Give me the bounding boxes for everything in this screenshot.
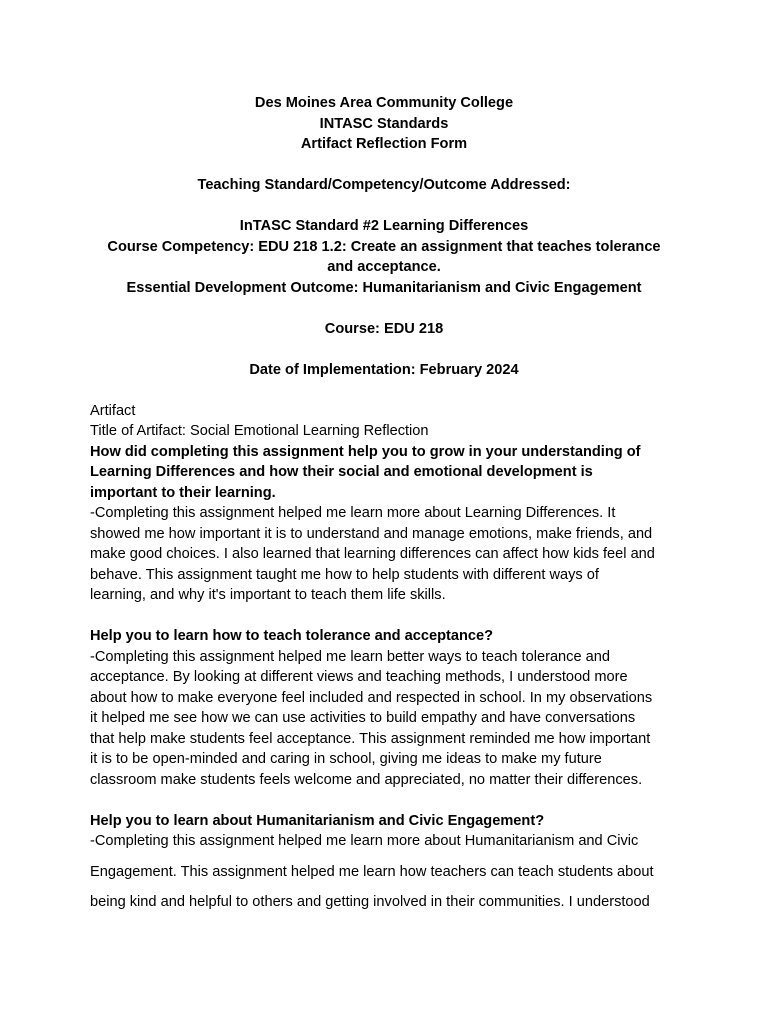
answer-line: -Completing this assignment helped me learn more about Learning Differences. It xyxy=(90,505,616,521)
competency-line-1: Course Competency: EDU 218 1.2: Create an assignment that teaches tolerance xyxy=(107,238,661,255)
answer-line: that help make students feel acceptance. This assignment reminded me how important xyxy=(90,730,651,747)
addressed-label: Teaching Standard/Competency/Outcome Addressed: xyxy=(197,177,571,193)
outcome-line: Essential Development Outcome: Humanitarianism and Civic Engagement xyxy=(126,279,642,296)
standards-title: INTASC Standards xyxy=(319,115,449,132)
answer-line: -Completing this assignment helped me learn better ways to teach tolerance and xyxy=(90,648,610,665)
answer-line: being kind and helpful to others and getting involved in their communities. I understood xyxy=(90,894,650,910)
section-tolerance-acceptance xyxy=(90,626,678,811)
section-humanitarianism xyxy=(90,811,678,913)
artifact-title: Title of Artifact: Social Emotional Learning Reflection xyxy=(90,423,429,439)
standard-line: InTASC Standard #2 Learning Differences xyxy=(239,218,529,234)
question-line: Learning Differences and how their social and emotional development is xyxy=(90,464,593,480)
competency-line-2: and acceptance. xyxy=(327,259,441,275)
artifact-block xyxy=(90,401,678,442)
answer-line: Engagement. This assignment helped me learn how teachers can teach students about xyxy=(90,863,654,880)
answer-line: about how to make everyone feel included and respected in school. In my observations xyxy=(90,689,653,706)
question-line: Help you to learn how to teach tolerance and acceptance? xyxy=(90,628,494,644)
answer-line: learning, and why it's important to teach them life skills. xyxy=(90,587,446,603)
document-header xyxy=(90,93,678,401)
date-line: Date of Implementation: February 2024 xyxy=(249,361,519,378)
answer-line: behave. This assignment taught me how to help students with different ways of xyxy=(90,566,599,583)
answer-line: it is to be open-minded and caring in school, giving me ideas to make my future xyxy=(90,751,602,767)
answer-line: classroom make students feels welcome and appreciated, no matter their differences. xyxy=(90,771,643,788)
artifact-label: Artifact xyxy=(90,402,136,419)
course-line: Course: EDU 218 xyxy=(324,320,444,337)
question-line: important to their learning. xyxy=(90,484,276,501)
question-line: How did completing this assignment help you to grow in your understanding of xyxy=(90,443,641,460)
answer-line: acceptance. By looking at different views and teaching methods, I understood more xyxy=(90,669,628,685)
answer-line: make good choices. I also learned that learning differences can affect how kids feel and xyxy=(90,546,655,562)
answer-line: it helped me see how we can use activities to build empathy and have conversations xyxy=(90,710,636,726)
form-title: Artifact Reflection Form xyxy=(300,136,468,152)
section-learning-differences xyxy=(90,442,678,627)
question-line: Help you to learn about Humanitarianism and Civic Engagement? xyxy=(90,812,545,829)
college-name: Des Moines Area Community College xyxy=(254,95,514,111)
answer-line: showed me how important it is to understand and manage emotions, make friends, and xyxy=(90,525,653,542)
answer-line: -Completing this assignment helped me learn more about Humanitarianism and Civic xyxy=(90,833,639,849)
